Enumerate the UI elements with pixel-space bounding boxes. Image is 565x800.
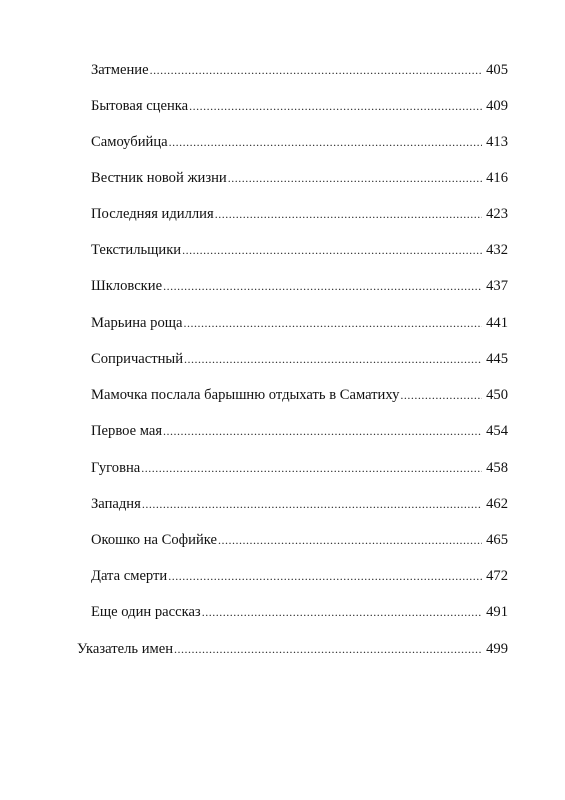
dot-leader: [218, 529, 482, 551]
toc-entry-title: Затмение: [91, 62, 149, 78]
dot-leader: [184, 348, 482, 370]
toc-entry-title: Первое мая: [91, 423, 163, 439]
toc-entry: [91, 420, 508, 442]
toc-entry-page: 462: [486, 496, 508, 512]
toc-entry-page: 432: [486, 242, 508, 258]
toc-entry-title: Вестник новой жизни: [91, 170, 227, 186]
toc-entry-title: Последняя идиллия: [91, 206, 214, 222]
toc-entry-title: Гуговна: [91, 460, 141, 476]
toc-entry: [91, 601, 508, 623]
toc-entry-page: 423: [486, 206, 508, 222]
dot-leader: [163, 420, 482, 442]
dot-leader: [228, 167, 482, 189]
toc-entry-title: Указатель имен: [77, 641, 174, 657]
toc-entry: [91, 529, 508, 551]
toc-entry-title: Самоубийца: [91, 134, 168, 150]
toc-entry-title: Текстильщики: [91, 242, 182, 258]
toc-entry-page: 499: [486, 641, 508, 657]
toc-entry-index: [77, 638, 508, 660]
toc-entry-page: 413: [486, 134, 508, 150]
dot-leader: [169, 131, 482, 153]
toc-entry: [91, 203, 508, 225]
toc-entry-title: Сопричастный: [91, 351, 184, 367]
toc-entry: [91, 95, 508, 117]
toc-entry: [91, 348, 508, 370]
toc-entry-page: 416: [486, 170, 508, 186]
toc-entry-title: Шкловские: [91, 278, 163, 294]
toc-entry: [91, 239, 508, 261]
toc-entry-page: 405: [486, 62, 508, 78]
toc-entry-page: 445: [486, 351, 508, 367]
dot-leader: [142, 493, 482, 515]
dot-leader: [189, 95, 482, 117]
toc-entry: [91, 457, 508, 479]
toc-entry-title: Западня: [91, 496, 141, 512]
toc-entry: [91, 59, 508, 81]
toc-entry: [91, 167, 508, 189]
toc-entry-title: Мамочка послала барышню отдыхать в Саматиху: [91, 387, 400, 403]
toc-entry-page: 458: [486, 460, 508, 476]
toc-entry-title: Дата смерти: [91, 568, 168, 584]
toc-entry: [91, 493, 508, 515]
dot-leader: [174, 638, 482, 660]
toc-entry-title: Окошко на Софийке: [91, 532, 217, 548]
toc-entry: [91, 275, 508, 297]
dot-leader: [163, 275, 482, 297]
toc-entry-page: 437: [486, 278, 508, 294]
dot-leader: [202, 601, 482, 623]
toc-entry: [91, 312, 508, 334]
toc-entry-page: 441: [486, 315, 508, 331]
toc-entry: [91, 565, 508, 587]
dot-leader: [141, 457, 482, 479]
dot-leader: [182, 239, 482, 261]
dot-leader: [150, 59, 482, 81]
toc-entry-page: 450: [486, 387, 508, 403]
toc-entry-title: Еще один рассказ: [91, 604, 201, 620]
toc-entry-page: 472: [486, 568, 508, 584]
toc-entry-title: Бытовая сценка: [91, 98, 189, 114]
toc-entry-page: 465: [486, 532, 508, 548]
toc-entry-title: Марьина роща: [91, 315, 183, 331]
dot-leader: [168, 565, 482, 587]
dot-leader: [215, 203, 482, 225]
toc-entry: [91, 384, 508, 406]
dot-leader: [183, 312, 482, 334]
toc-entry-page: 409: [486, 98, 508, 114]
dot-leader: [400, 384, 482, 406]
toc-entry-page: 454: [486, 423, 508, 439]
toc-entry-page: 491: [486, 604, 508, 620]
toc-entry: [91, 131, 508, 153]
